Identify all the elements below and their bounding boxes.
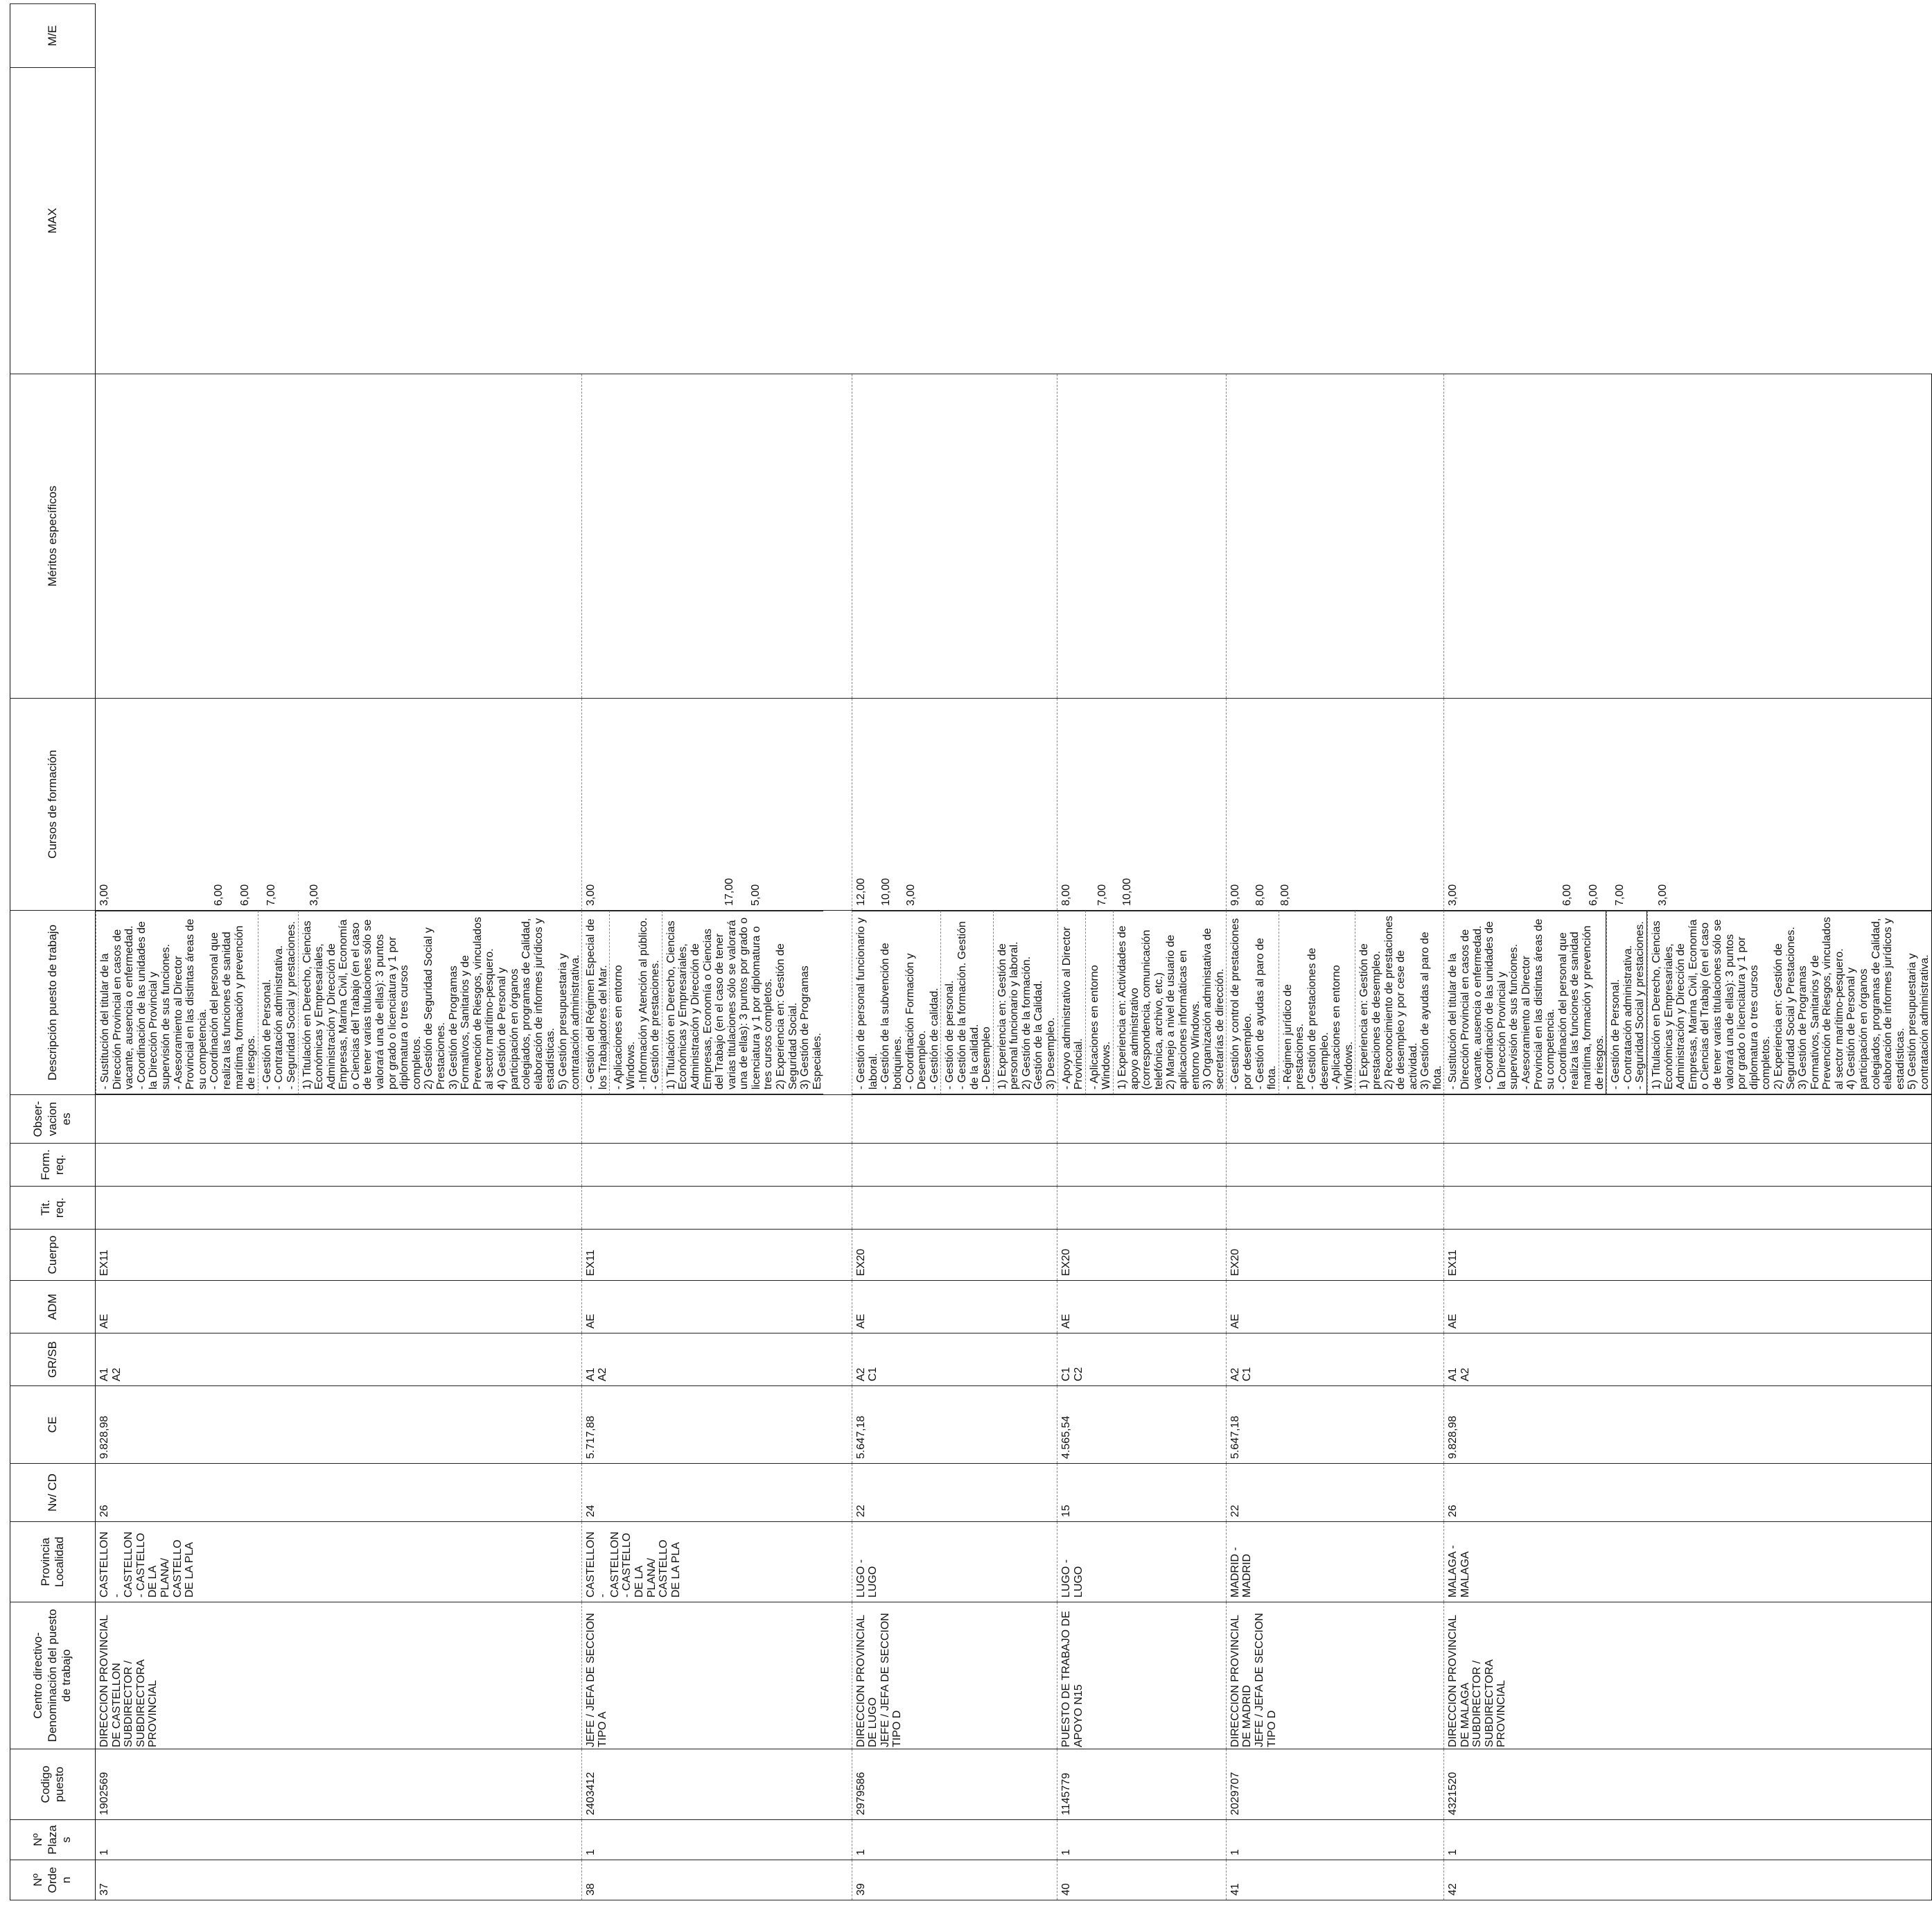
table-row	[96, 4, 582, 1900]
cell-codigo: 2979586	[852, 1749, 1057, 1820]
cell-grupo	[1443, 1333, 1931, 1386]
max-value: 7,00	[1096, 884, 1109, 906]
cell-provincia: CASTELLON - CASTELLON - CASTELLO DE LA PLANA/ CASTELLO DE LA PLA	[96, 1522, 582, 1602]
cell-ce: 5.647,18	[852, 1386, 1057, 1464]
col-nivel: Nv/ CD	[10, 1464, 96, 1522]
table-row	[581, 4, 852, 1900]
cell-cuerpo: EX20	[1057, 1230, 1227, 1281]
col-provincia: Provincia Localidad	[10, 1522, 96, 1602]
puesto-name: JEFE / JEFA DE SECCION TIPO A	[584, 1613, 609, 1747]
cell-cursos: - Aplicaciones en entorno Windows. - Información y Atención al público. - Gestión de prestaciones.	[609, 911, 661, 1094]
cell-descripcion: - Sustitución del titular de la Dirección Provincial en casos de vacante, ausencia o enfermedad. - Coordinación de las unidades de la Dirección Provincial y supervisión de sus funciones. - Asesoramiento al Director Provincial en las distintas áreas de su competencia. - Coordinación del personal que realiza las funciones de sanidad marítima, formación y prevención de riesgos.	[1443, 911, 1606, 1094]
grupo-value: C1	[1241, 1367, 1254, 1381]
cell-meritos: 1) Experiencia en: Gestión de personal funcionario y laboral. 2) Gestión de la formación. Gestión de la Calidad. 3) Desempleo.	[993, 911, 1057, 1094]
max-value: 6,00	[1561, 884, 1573, 906]
col-grupo: GR/SB	[10, 1333, 96, 1386]
cell-descripcion: - Sustitución del titular de la Dirección Provincial en casos de vacante, ausencia o enfermedad. - Coordinación de las unidades de la Dirección Provincial y supervisión de sus funciones. - Asesoramiento al Director Provincial en las distintas áreas de su competencia. - Coordinación del personal que realiza las funciones de sanidad marítima, formación y prevención de riesgos.	[96, 911, 258, 1094]
cell-descripcion: - Apoyo administrativo al Director Provincial.	[1057, 911, 1085, 1094]
cell-obs	[852, 1095, 1057, 1144]
col-codigo: Codigo puesto	[10, 1749, 96, 1820]
cell-max	[1443, 699, 1931, 911]
col-ce: CE	[10, 1386, 96, 1464]
cell-adm: AE	[1057, 1281, 1227, 1333]
cell-obs	[581, 1095, 852, 1144]
max-value: 8,00	[1060, 884, 1073, 906]
cell-nivel: 26	[96, 1464, 582, 1522]
job-positions-table	[10, 3, 1932, 1900]
grupo-value: C2	[1072, 1367, 1084, 1381]
max-value: 9,00	[1229, 884, 1241, 906]
cell-max	[96, 699, 582, 911]
cell-form	[96, 1144, 582, 1187]
puesto-name: JEFE / JEFA DE SECCION TIPO D	[879, 1613, 904, 1747]
cell-max	[1057, 699, 1227, 911]
col-plazas: Nº Plazas	[10, 1820, 96, 1860]
cell-me	[1057, 374, 1227, 699]
cell-obs	[1443, 1095, 1931, 1144]
cell-descripcion: - Gestión y control de prestaciones por desempleo. - Gestión de ayudas al paro de flota.	[1226, 911, 1278, 1094]
cell-provincia: CASTELLON - CASTELLON - CASTELLO DE LA PLANA/ CASTELLO DE LA PLA	[581, 1522, 852, 1602]
col-cursos: Cursos de formación	[10, 699, 96, 911]
grupo-value: A2	[110, 1367, 123, 1381]
cell-cursos: - Gestión de Personal. - Contratación administrativa. - Seguridad Social y prestaciones.	[1606, 911, 1647, 1094]
cell-centro	[581, 1602, 852, 1749]
cell-tit	[852, 1187, 1057, 1230]
cell-adm: AE	[852, 1281, 1057, 1333]
cell-codigo: 4321520	[1443, 1749, 1931, 1820]
cell-cursos: - Gestión de Personal. - Contratación administrativa. - Seguridad Social y prestaciones.	[258, 911, 298, 1094]
cell-orden: 40	[1057, 1860, 1227, 1900]
table-row	[1443, 4, 1931, 1900]
cell-ce: 5.647,18	[1226, 1386, 1443, 1464]
cell-me	[1226, 374, 1443, 699]
cell-grupo	[852, 1333, 1057, 1386]
table-row	[1226, 4, 1443, 1900]
cell-plazas: 1	[96, 1820, 582, 1860]
cell-me	[852, 374, 1057, 699]
cell-plazas: 1	[852, 1820, 1057, 1860]
cell-cuerpo: EX11	[581, 1230, 852, 1281]
cell-cursos: - Aplicaciones en entorno Windows.	[1085, 911, 1113, 1094]
col-cuerpo: Cuerpo	[10, 1230, 96, 1281]
cell-cursos: - Gestión de personal. - Gestión de la formación. Gestión de la calidad. - Desempleo	[940, 911, 992, 1094]
puesto-name: PUESTO DE TRABAJO DE APOYO N15	[1060, 1611, 1084, 1747]
cell-nivel: 22	[852, 1464, 1057, 1522]
col-adm: ADM	[10, 1281, 96, 1333]
cell-adm: AE	[581, 1281, 852, 1333]
cell-plazas: 1	[1443, 1820, 1931, 1860]
grupo-value: A2	[1459, 1367, 1471, 1381]
max-value: 12,00	[854, 877, 867, 906]
max-value: 8,00	[1254, 884, 1266, 906]
centro-unit: DIRECCION PROVINCIAL DE MALAGA	[1446, 1615, 1471, 1747]
cell-cursos: - Régimen jurídico de prestaciones. - Gestión de prestaciones de desempleo. - Aplicaciones en entorno Windows.	[1279, 911, 1355, 1094]
cell-nivel: 22	[1226, 1464, 1443, 1522]
cell-meritos: 1) Titulación en Derecho, Ciencias Económicas y Empresariales, Administración y Dirección de Empresas, Marina Civil, Economía o Ciencias del Trabajo (en el caso de tener varias titulaciones sólo se valorará una de ellas): 3 puntos por grado o licenciatura y 1 por diplomatura o tres cursos completos. 2) Experiencia en: Gestión de Seguridad Social y Prestaciones. 3) Gestión de Programas Formativos, Sanitarios y de Prevención de Riesgos, vinculados al sector marítimo-pesquero. 4) Gestión de Personal y participación en órganos colegiados, programas de Calidad, elaboración de informes jurídicos y estadísticas. 5) Gestión presupuestaria y contratación administrativa.	[1647, 911, 1932, 1094]
max-value: 6,00	[239, 884, 251, 906]
cell-me	[581, 374, 852, 699]
cell-ce: 9.828,98	[96, 1386, 582, 1464]
max-value: 6,00	[1587, 884, 1599, 906]
cell-me	[96, 374, 582, 699]
cell-centro	[1443, 1602, 1931, 1749]
max-value: 5,00	[749, 884, 762, 906]
cell-provincia: MALAGA - MALAGA	[1443, 1522, 1931, 1602]
col-form: Form. req.	[10, 1144, 96, 1187]
cell-centro	[852, 1602, 1057, 1749]
grupo-value: C1	[867, 1367, 879, 1381]
grupo-value: A1	[98, 1367, 110, 1381]
cell-ce: 9.828,98	[1443, 1386, 1931, 1464]
cell-max	[581, 699, 852, 911]
cell-adm: AE	[1226, 1281, 1443, 1333]
cell-provincia: MADRID - MADRID	[1226, 1522, 1443, 1602]
puesto-name: SUBDIRECTOR / SUBDIRECTORA PROVINCIAL	[1471, 1660, 1508, 1747]
table-row	[852, 4, 1057, 1900]
cell-grupo	[96, 1333, 582, 1386]
cell-orden: 37	[96, 1860, 582, 1900]
cell-adm: AE	[1443, 1281, 1931, 1333]
cell-orden: 38	[581, 1860, 852, 1900]
cell-codigo: 1902569	[96, 1749, 582, 1820]
centro-unit: DIRECCION PROVINCIAL DE MADRID	[1229, 1615, 1254, 1747]
max-value: 3,00	[584, 884, 597, 906]
max-value: 7,00	[265, 884, 277, 906]
cell-obs	[96, 1095, 582, 1144]
cell-nivel: 15	[1057, 1464, 1227, 1522]
cell-plazas: 1	[1226, 1820, 1443, 1860]
cell-provincia: LUGO - LUGO	[852, 1522, 1057, 1602]
cell-descripcion: - Gestión de personal funcionario y laboral. - Gestión de la subvención de botiquines. - Coordinación Formación y Desempleo. - Gestión de calidad.	[852, 911, 940, 1094]
col-me: M/E	[10, 4, 96, 68]
puesto-name: JEFE / JEFA DE SECCION TIPO D	[1254, 1613, 1278, 1747]
cell-tit	[1057, 1187, 1227, 1230]
cell-meritos: 1) Titulación en Derecho, Ciencias Económicas y Empresariales, Administración y Dirección de Empresas, Economía o Ciencias del Trabajo (en el caso de tener varias titulaciones sólo se valorará una de ellas): 3 puntos por grado o licenciatura y 1 por diplomatura o tres cursos completos. 2) Experiencia en: Gestión de Seguridad Social. 3) Gestión de Programas Especiales.	[662, 911, 824, 1094]
cell-form	[1226, 1144, 1443, 1187]
cell-cuerpo: EX20	[1226, 1230, 1443, 1281]
grupo-value: A2	[1229, 1367, 1241, 1381]
puesto-name: SUBDIRECTOR / SUBDIRECTORA PROVINCIAL	[123, 1660, 159, 1747]
max-value: 3,00	[308, 884, 320, 906]
cell-form	[1443, 1144, 1931, 1187]
cell-codigo: 1145779	[1057, 1749, 1227, 1820]
cell-codigo: 2029707	[1226, 1749, 1443, 1820]
table-row	[1057, 4, 1227, 1900]
max-value: 3,00	[1446, 884, 1459, 906]
cell-plazas: 1	[581, 1820, 852, 1860]
cell-orden: 39	[852, 1860, 1057, 1900]
centro-unit: DIRECCION PROVINCIAL DE CASTELLON	[98, 1615, 123, 1747]
cell-tit	[96, 1187, 582, 1230]
col-orden: Nº Orden	[10, 1860, 96, 1900]
cell-meritos: 1) Titulación en Derecho, Ciencias Económicas y Empresariales, Administración y Dirección de Empresas, Marina Civil, Economía o Ciencias del Trabajo (en el caso de tener varias titulaciones sólo se valorará una de ellas): 3 puntos por grado o licenciatura y 1 por diplomatura o tres cursos completos. 2) Gestión de Seguridad Social y Prestaciones. 3) Gestión de Programas Formativos, Sanitarios y de Prevención de Riesgos, vinculados al sector marítimo-pesquero. 4) Gestión de Personal y participación en órganos colegiados, programas de Calidad, elaboración de informes jurídicos y estadísticas. 5) Gestión presupuestaria y contratación administrativa.	[298, 911, 582, 1094]
cell-tit	[1443, 1187, 1931, 1230]
cell-tit	[1226, 1187, 1443, 1230]
cell-ce: 4.565,54	[1057, 1386, 1227, 1464]
max-value: 10,00	[879, 877, 892, 906]
cell-ce: 5.717,88	[581, 1386, 852, 1464]
col-meritos: Méritos específicos	[10, 374, 96, 699]
cell-cuerpo: EX20	[852, 1230, 1057, 1281]
cell-tit	[581, 1187, 852, 1230]
col-tit: Tit. req.	[10, 1187, 96, 1230]
max-value: 17,00	[723, 877, 735, 906]
cell-meritos: 1) Experiencia en: Actividades de apoyo administrativo (correspondencia, comunicación telefónica, archivo, etc.) 2) Manejo a nivel de usuario de aplicaciones informáticas en entorno Windows. 3) Organización administativa de secretarías de dirección.	[1113, 911, 1226, 1094]
cell-obs	[1057, 1095, 1227, 1144]
header-row	[10, 4, 96, 1900]
grupo-value: C1	[1060, 1367, 1073, 1381]
col-obs: Obser- vaciones	[10, 1095, 96, 1144]
cell-provincia: LUGO - LUGO	[1057, 1522, 1227, 1602]
max-value: 3,00	[1656, 884, 1669, 906]
cell-centro	[1226, 1602, 1443, 1749]
cell-form	[1057, 1144, 1227, 1187]
grupo-value: A2	[854, 1367, 867, 1381]
cell-adm: AE	[96, 1281, 582, 1333]
cell-nivel: 26	[1443, 1464, 1931, 1522]
cell-max	[852, 699, 1057, 911]
cell-grupo	[1057, 1333, 1227, 1386]
cell-centro	[1057, 1602, 1227, 1749]
cell-centro	[96, 1602, 582, 1749]
cell-form	[581, 1144, 852, 1187]
cell-cuerpo: EX11	[96, 1230, 582, 1281]
max-value: 3,00	[904, 884, 917, 906]
cell-max	[1226, 699, 1443, 911]
centro-unit: DIRECCION PROVINCIAL DE LUGO	[854, 1615, 879, 1747]
col-max: MAX	[10, 68, 96, 374]
cell-grupo	[1226, 1333, 1443, 1386]
cell-codigo: 2403412	[581, 1749, 852, 1820]
cell-grupo	[581, 1333, 852, 1386]
grupo-value: A1	[1446, 1367, 1459, 1381]
col-descripcion: Descripción puesto de trabajo	[10, 911, 96, 1095]
max-value: 8,00	[1279, 884, 1291, 906]
grupo-value: A1	[584, 1367, 597, 1381]
max-value: 6,00	[213, 884, 225, 906]
cell-orden: 41	[1226, 1860, 1443, 1900]
cell-me	[1443, 374, 1931, 699]
cell-obs	[1226, 1095, 1443, 1144]
cell-descripcion: - Gestión del Régimen Especial de los Trabajadores del Mar.	[581, 911, 609, 1094]
cell-form	[852, 1144, 1057, 1187]
cell-orden: 42	[1443, 1860, 1931, 1900]
cell-cuerpo: EX11	[1443, 1230, 1931, 1281]
grupo-value: A2	[597, 1367, 609, 1381]
max-value: 3,00	[98, 884, 110, 906]
cell-plazas: 1	[1057, 1820, 1227, 1860]
col-centro: Centro directivo-Denominación del puesto de trabajo	[10, 1602, 96, 1749]
cell-meritos: 1) Experiencia en: Gestión de prestaciones de desempleo. 2) Reconocimiento de prestaciones de desempleo y por cese de actividad. 3) Gestión de ayudas al paro de flota.	[1355, 911, 1443, 1094]
cell-nivel: 24	[581, 1464, 852, 1522]
max-value: 7,00	[1613, 884, 1626, 906]
max-value: 10,00	[1121, 877, 1134, 906]
